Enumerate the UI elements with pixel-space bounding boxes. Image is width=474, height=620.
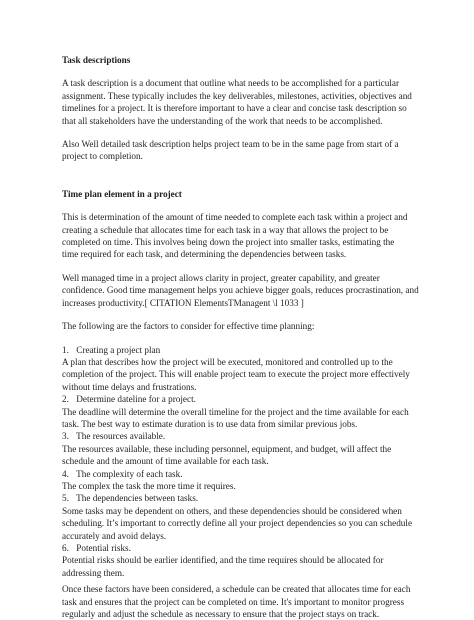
- list-item-text: scheduling. It’s important to correctly define all your project dependencies so you can schedule: [62, 518, 413, 529]
- list-item-text: Some tasks may be dependent on others, and these dependencies should be considered when: [62, 505, 402, 516]
- text-line: Once these factors have been considered, a schedule can be created that allocates time for each: [62, 584, 411, 595]
- list-item-text: addressing them.: [62, 567, 125, 578]
- paragraph: [62, 138, 410, 163]
- text-line: confidence. Good time management helps you achieve bigger goals, reduces procrastination, and: [62, 285, 419, 296]
- text-line: time required for each task, and determining the dependencies between tasks.: [62, 249, 347, 260]
- list-item-text: without time delays and frustrations.: [62, 381, 197, 392]
- list-item-title: 2. Determine dateline for a project.: [62, 394, 196, 405]
- text-line: Well managed time in a project allows clarity in project, greater capability, and greater: [62, 272, 380, 283]
- text-line: project to completion.: [62, 151, 143, 162]
- text-line: assignment. These typically includes the key deliverables, milestones, activities, objectives and: [62, 90, 412, 101]
- list-item-title: 3. The resources available.: [62, 431, 166, 442]
- text-line: This is determination of the amount of time needed to complete each task within a project and: [62, 212, 408, 223]
- list-item-title: 1. Creating a project plan: [62, 344, 161, 355]
- text-line: regularly and adjust the schedule as necessary to ensure that the project stays on track.: [62, 609, 380, 620]
- list-item-title: 4. The complexity of each task.: [62, 468, 183, 479]
- list-item-text: task. The best way to estimate duration is to use data from similar previous jobs.: [62, 418, 358, 429]
- list-item-title: 5. The dependencies between tasks.: [62, 493, 199, 504]
- text-line: timelines for a project. It is therefore important to have a clear and concise task description so: [62, 103, 407, 114]
- text-line: task and ensures that the project can be completed on time. It's important to monitor progress: [62, 596, 405, 607]
- closing-paragraph: [62, 583, 410, 620]
- list-item-title: 6. Potential risks.: [62, 543, 131, 553]
- paragraph: [62, 211, 410, 261]
- section-heading-task-descriptions: Task descriptions: [62, 55, 131, 65]
- list-item-text: Potential risks should be earlier identified, and the time requires should be allocated for: [62, 555, 384, 566]
- text-line: The following are the factors to consider for effective time planning:: [62, 321, 315, 332]
- factor-list: [62, 344, 413, 580]
- text-line: creating a schedule that allocates time for each task in a way that allows the project to be: [62, 224, 389, 235]
- text-line: A task description is a document that outline what needs to be accomplished for a particular: [62, 78, 400, 89]
- list-item-text: A plan that describes how the project will be executed, monitored and controlled up to the: [62, 356, 393, 367]
- paragraph: [62, 320, 410, 332]
- section-heading-time-plan: Time plan element in a project: [62, 188, 182, 199]
- text-line: that all stakeholders have the understanding of the work that needs to be accomplished.: [62, 115, 383, 126]
- text-line: Also Well detailed task description helps project team to be in the same page from start of a: [62, 139, 399, 150]
- list-item-text: The resources available, these including personnel, equipment, and budget, will affect the: [62, 443, 392, 454]
- text-line: increases productivity.[ CITATION ElementsTManagent \l 1033 ]: [62, 297, 304, 308]
- list-item-text: The complex the task the more time it requires.: [62, 480, 236, 491]
- list-item-text: The deadline will determine the overall timeline for the project and the time available for each: [62, 406, 409, 417]
- text-line: completed on time. This involves being down the project into smaller tasks, estimating the: [62, 237, 395, 248]
- list-item-text: schedule and the amount of time available for each task.: [62, 456, 269, 467]
- paragraph: [62, 272, 419, 309]
- list-item-text: completion of the project. This will enable project team to execute the project more effectively: [62, 369, 410, 380]
- list-item-text: accurately and avoid delays.: [62, 530, 167, 541]
- paragraph: [62, 77, 410, 127]
